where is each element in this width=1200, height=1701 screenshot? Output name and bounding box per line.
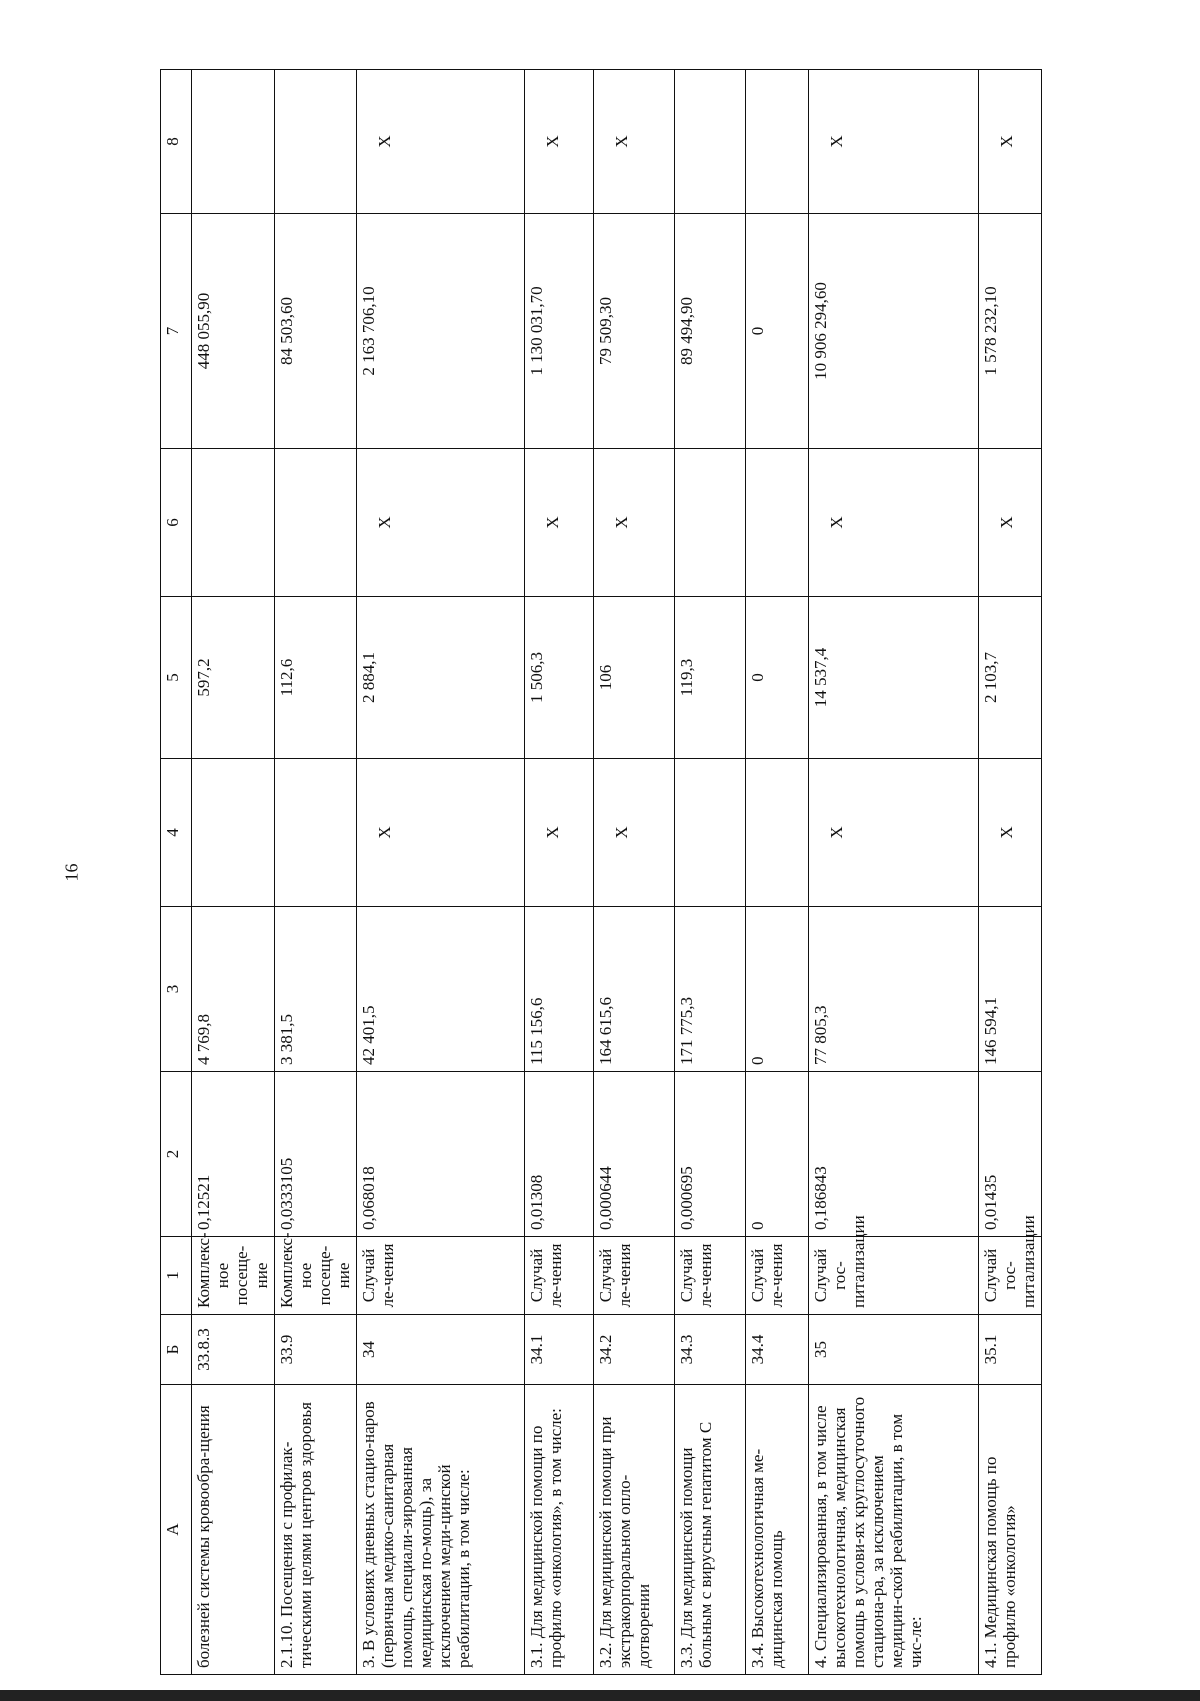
value-cell: 0,01308 xyxy=(525,1072,594,1237)
row-name-cell: болезней системы кровообра-щения xyxy=(192,1385,274,1675)
value-cell xyxy=(675,70,746,214)
row-name-cell: 4. Специализированная, в том числе высокотехнологичная, медицинская помощь в услови-ях круглосуточного стациона-ра, за исключением медицин-ской реабилитации, в том чис-ле: xyxy=(808,1385,978,1675)
row-name-cell: 3.3. Для медицинской помощи больным с вирусным гепатитом С xyxy=(675,1385,746,1675)
x-mark-cell: Х xyxy=(525,70,594,214)
value-cell: 3 381,5 xyxy=(274,907,356,1072)
value-cell xyxy=(274,449,356,597)
table-row xyxy=(274,70,356,1675)
value-cell: 0 xyxy=(745,907,808,1072)
table-row xyxy=(192,70,274,1675)
row-name-cell: 3.1. Для медицинской помощи по профилю «онкология», в том числе: xyxy=(525,1385,594,1675)
unit-cell: Случай ле-чения xyxy=(745,1237,808,1315)
x-mark-cell: Х xyxy=(979,70,1042,214)
table-row xyxy=(808,70,978,1675)
header-cell: Б xyxy=(161,1315,192,1385)
value-cell: 0,12521 xyxy=(192,1072,274,1237)
x-mark-cell: Х xyxy=(593,449,674,597)
table-row xyxy=(593,70,674,1675)
table-row xyxy=(675,70,746,1675)
x-mark-cell: Х xyxy=(808,759,978,907)
value-cell xyxy=(192,759,274,907)
value-cell: 0,186843 xyxy=(808,1072,978,1237)
value-cell: 106 xyxy=(593,597,674,759)
value-cell: 448 055,90 xyxy=(192,214,274,449)
value-cell: 2 163 706,10 xyxy=(356,214,524,449)
x-mark-cell: Х xyxy=(593,759,674,907)
row-code-cell: 34.3 xyxy=(675,1315,746,1385)
value-cell: 1 578 232,10 xyxy=(979,214,1042,449)
value-cell xyxy=(274,759,356,907)
value-cell xyxy=(745,70,808,214)
value-cell: 115 156,6 xyxy=(525,907,594,1072)
value-cell: 1 506,3 xyxy=(525,597,594,759)
value-cell: 0,0333105 xyxy=(274,1072,356,1237)
value-cell xyxy=(192,449,274,597)
header-cell: 1 xyxy=(161,1237,192,1315)
x-mark-cell: Х xyxy=(356,70,524,214)
value-cell xyxy=(274,70,356,214)
header-cell: А xyxy=(161,1385,192,1675)
value-cell: 42 401,5 xyxy=(356,907,524,1072)
row-code-cell: 34.4 xyxy=(745,1315,808,1385)
value-cell: 112,6 xyxy=(274,597,356,759)
header-cell: 7 xyxy=(161,214,192,449)
value-cell: 14 537,4 xyxy=(808,597,978,759)
unit-cell: Случай гос-питализации xyxy=(808,1237,978,1315)
table-row xyxy=(356,70,524,1675)
unit-cell: Случай ле-чения xyxy=(675,1237,746,1315)
row-code-cell: 34.2 xyxy=(593,1315,674,1385)
value-cell: 0,000644 xyxy=(593,1072,674,1237)
value-cell: 0,068018 xyxy=(356,1072,524,1237)
row-name-cell: 3.4. Высокотехнологичная ме-дицинская помощь xyxy=(745,1385,808,1675)
unit-cell: Случай ле-чения xyxy=(593,1237,674,1315)
rotated-table-wrapper xyxy=(160,70,1042,1675)
value-cell: 146 594,1 xyxy=(979,907,1042,1072)
x-mark-cell: Х xyxy=(593,70,674,214)
header-cell: 4 xyxy=(161,759,192,907)
unit-cell: Случай гос-питализации xyxy=(979,1237,1042,1315)
value-cell xyxy=(675,449,746,597)
row-name-cell: 3.2. Для медицинской помощи при экстракорпоральном опло-дотворении xyxy=(593,1385,674,1675)
x-mark-cell: Х xyxy=(979,759,1042,907)
value-cell: 77 805,3 xyxy=(808,907,978,1072)
value-cell: 89 494,90 xyxy=(675,214,746,449)
value-cell: 1 130 031,70 xyxy=(525,214,594,449)
table-header-row xyxy=(161,70,192,1675)
unit-cell: Случай ле-чения xyxy=(525,1237,594,1315)
value-cell: 0 xyxy=(745,214,808,449)
x-mark-cell: Х xyxy=(525,449,594,597)
row-code-cell: 33.8.3 xyxy=(192,1315,274,1385)
x-mark-cell: Х xyxy=(808,70,978,214)
unit-cell: Случай ле-чения xyxy=(356,1237,524,1315)
header-cell: 2 xyxy=(161,1072,192,1237)
value-cell xyxy=(745,449,808,597)
unit-cell: Комплекс-ное посеще-ние xyxy=(274,1237,356,1315)
unit-cell: Комплекс-ное посеще-ние xyxy=(192,1237,274,1315)
value-cell xyxy=(192,70,274,214)
table-row xyxy=(525,70,594,1675)
value-cell xyxy=(675,759,746,907)
row-code-cell: 34.1 xyxy=(525,1315,594,1385)
value-cell: 164 615,6 xyxy=(593,907,674,1072)
value-cell: 0,01435 xyxy=(979,1072,1042,1237)
value-cell: 84 503,60 xyxy=(274,214,356,449)
row-code-cell: 33.9 xyxy=(274,1315,356,1385)
x-mark-cell: Х xyxy=(356,759,524,907)
value-cell: 171 775,3 xyxy=(675,907,746,1072)
value-cell: 10 906 294,60 xyxy=(808,214,978,449)
value-cell: 2 103,7 xyxy=(979,597,1042,759)
header-cell: 8 xyxy=(161,70,192,214)
value-cell: 0,000695 xyxy=(675,1072,746,1237)
page-number: 16 xyxy=(61,863,82,882)
x-mark-cell: Х xyxy=(356,449,524,597)
x-mark-cell: Х xyxy=(979,449,1042,597)
table-row xyxy=(979,70,1042,1675)
scan-edge xyxy=(0,1690,1200,1701)
row-name-cell: 4.1. Медицинская помощь по профилю «онкология» xyxy=(979,1385,1042,1675)
value-cell: 4 769,8 xyxy=(192,907,274,1072)
value-cell xyxy=(745,759,808,907)
value-cell: 2 884,1 xyxy=(356,597,524,759)
value-cell: 0 xyxy=(745,1072,808,1237)
row-code-cell: 34 xyxy=(356,1315,524,1385)
x-mark-cell: Х xyxy=(525,759,594,907)
row-code-cell: 35 xyxy=(808,1315,978,1385)
row-name-cell: 2.1.10. Посещения с профилак-тическими целями центров здоровья xyxy=(274,1385,356,1675)
data-table xyxy=(160,69,1042,1675)
row-code-cell: 35.1 xyxy=(979,1315,1042,1385)
value-cell: 597,2 xyxy=(192,597,274,759)
row-name-cell: 3. В условиях дневных стацио-наров (первичная медико-санитарная помощь, специали-зированная медицинская по-мощь), за исключением меди-цинской реабилитации, в том числе: xyxy=(356,1385,524,1675)
table-row xyxy=(745,70,808,1675)
header-cell: 3 xyxy=(161,907,192,1072)
value-cell: 0 xyxy=(745,597,808,759)
value-cell: 119,3 xyxy=(675,597,746,759)
x-mark-cell: Х xyxy=(808,449,978,597)
value-cell: 79 509,30 xyxy=(593,214,674,449)
header-cell: 5 xyxy=(161,597,192,759)
header-cell: 6 xyxy=(161,449,192,597)
